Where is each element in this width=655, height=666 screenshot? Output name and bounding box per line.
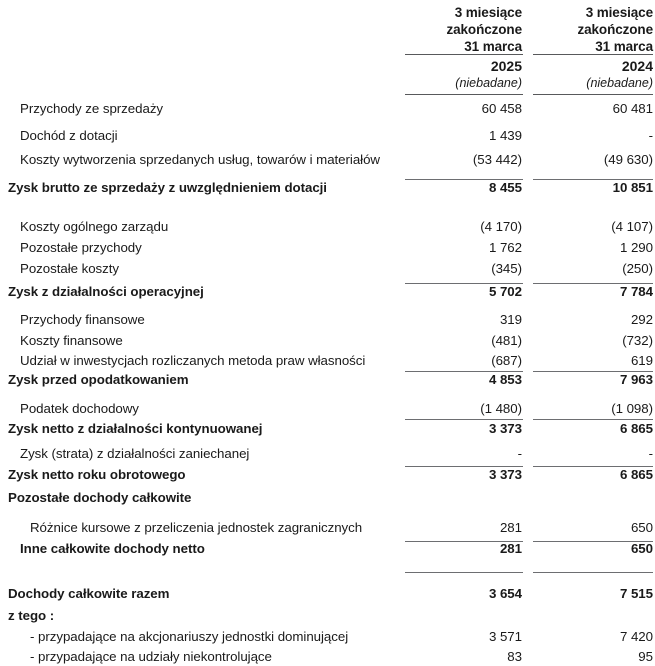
row-value-2024: 6 865 xyxy=(619,467,653,482)
row-label: Koszty finansowe xyxy=(20,333,123,348)
column-header-2024 xyxy=(577,4,653,55)
row-value-2024: (1 098) xyxy=(611,401,653,416)
row-value-2025: 8 455 xyxy=(488,180,522,195)
column-header-line: 31 marca xyxy=(464,39,522,54)
row-value-2025: 3 373 xyxy=(488,421,522,436)
row-label: Zysk przed opodatkowaniem xyxy=(8,372,189,387)
subtotal-rule-col2 xyxy=(533,419,653,420)
row-value-2025: 5 702 xyxy=(488,284,522,299)
row-value-2024: 6 865 xyxy=(619,421,653,436)
row-value-2025: (53 442) xyxy=(472,152,522,167)
row-label: Inne całkowite dochody netto xyxy=(20,541,205,556)
row-value-2024: 619 xyxy=(630,353,653,368)
row-label: Koszty wytworzenia sprzedanych usług, towarów i materiałów xyxy=(20,152,380,167)
row-value-2025: (1 480) xyxy=(480,401,522,416)
row-value-2024: (4 107) xyxy=(611,219,653,234)
row-value-2025: (345) xyxy=(491,261,522,276)
row-label: Przychody ze sprzedaży xyxy=(20,101,164,116)
row-value-2025: 3 654 xyxy=(488,586,522,601)
row-value-2024: 95 xyxy=(638,649,653,664)
row-value-2025: 281 xyxy=(499,520,522,535)
total-rule-col2 xyxy=(533,572,653,573)
row-value-2025: - xyxy=(517,446,522,461)
row-value-2024: 60 481 xyxy=(612,101,653,116)
header-rule-col2 xyxy=(533,54,653,55)
row-label: Podatek dochodowy xyxy=(20,401,139,416)
row-value-2025: (481) xyxy=(491,333,522,348)
column-header-line: 31 marca xyxy=(595,39,653,54)
row-label: Dochód z dotacji xyxy=(20,128,118,143)
row-value-2024: (250) xyxy=(622,261,653,276)
row-value-2025: 1 762 xyxy=(488,240,522,255)
row-value-2025: 3 571 xyxy=(488,629,522,644)
row-label: z tego : xyxy=(8,608,55,623)
column-audit-note-2024: (niebadane) xyxy=(586,76,653,90)
row-value-2024: 7 515 xyxy=(619,586,653,601)
subheader-rule-col2 xyxy=(533,94,653,95)
row-value-2024: 7 420 xyxy=(619,629,653,644)
row-label: Koszty ogólnego zarządu xyxy=(20,219,169,234)
row-value-2024: (732) xyxy=(622,333,653,348)
subheader-rule-col1 xyxy=(405,94,523,95)
subtotal-rule-col1 xyxy=(405,419,523,420)
row-label: - przypadające na udziały niekontrolujące xyxy=(30,649,272,664)
row-label: Pozostałe koszty xyxy=(20,261,119,276)
row-value-2024: 7 963 xyxy=(619,372,653,387)
column-header-2025 xyxy=(446,4,522,55)
row-value-2025: (687) xyxy=(491,353,522,368)
row-value-2025: 281 xyxy=(499,541,522,556)
row-value-2024: 650 xyxy=(630,541,653,556)
row-value-2025: 60 458 xyxy=(481,101,522,116)
column-year-2025: 2025 xyxy=(490,58,522,74)
row-label: Pozostałe dochody całkowite xyxy=(8,490,192,505)
row-label: Dochody całkowite razem xyxy=(8,586,170,601)
row-value-2024: 1 290 xyxy=(619,240,653,255)
row-label: Różnice kursowe z przeliczenia jednostek zagranicznych xyxy=(30,520,363,535)
row-value-2024: - xyxy=(648,128,653,143)
row-label: Pozostałe przychody xyxy=(20,240,142,255)
row-value-2024: 7 784 xyxy=(619,284,653,299)
row-value-2024: - xyxy=(648,446,653,461)
row-label: Zysk z działalności operacyjnej xyxy=(8,284,204,299)
row-label: Przychody finansowe xyxy=(20,312,145,327)
column-header-line: 3 miesiące xyxy=(454,5,522,20)
column-header-line: zakończone xyxy=(446,22,522,37)
row-value-2025: 4 853 xyxy=(488,372,522,387)
row-value-2025: 1 439 xyxy=(488,128,522,143)
column-year-2024: 2024 xyxy=(621,58,653,74)
column-header-line: zakończone xyxy=(577,22,653,37)
column-header-line: 3 miesiące xyxy=(585,5,653,20)
row-label: Zysk (strata) z działalności zaniechanej xyxy=(20,446,250,461)
row-label: Zysk netto roku obrotowego xyxy=(8,467,186,482)
row-label: Zysk brutto ze sprzedaży z uwzględnieniem dotacji xyxy=(8,180,327,195)
row-label: Udział w inwestycjach rozliczanych metoda praw własności xyxy=(20,353,366,368)
row-value-2024: (49 630) xyxy=(603,152,653,167)
header-rule-col1 xyxy=(405,54,523,55)
row-value-2025: 3 373 xyxy=(488,467,522,482)
row-value-2024: 292 xyxy=(630,312,653,327)
row-label: - przypadające na akcjonariuszy jednostki dominującej xyxy=(30,629,349,644)
column-audit-note-2025: (niebadane) xyxy=(455,76,522,90)
row-value-2025: 319 xyxy=(499,312,522,327)
row-value-2024: 10 851 xyxy=(612,180,653,195)
total-rule-col1 xyxy=(405,572,523,573)
row-value-2025: 83 xyxy=(507,649,522,664)
row-value-2025: (4 170) xyxy=(480,219,522,234)
row-value-2024: 650 xyxy=(630,520,653,535)
row-label: Zysk netto z działalności kontynuowanej xyxy=(8,421,263,436)
